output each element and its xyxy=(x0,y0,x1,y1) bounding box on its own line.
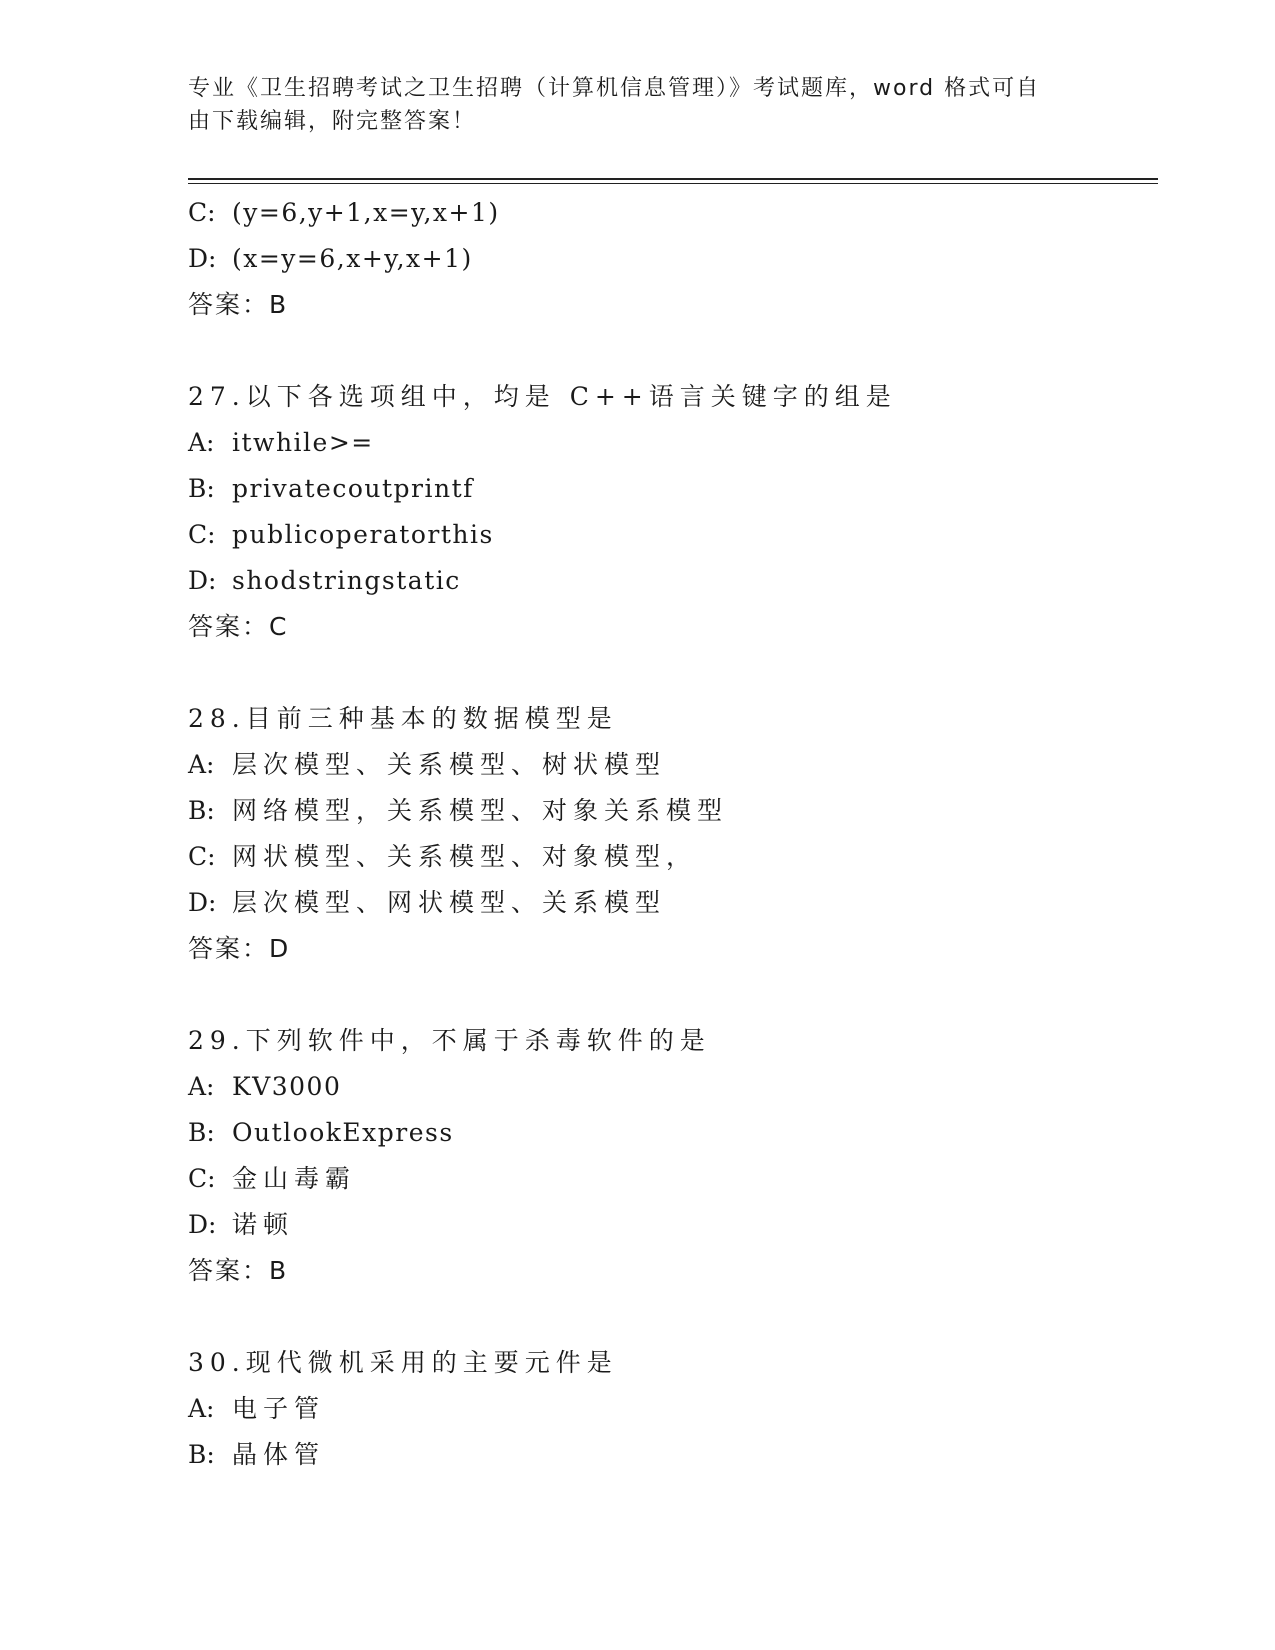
header-line-1: 专业《卫生招聘考试之卫生招聘（计算机信息管理）》考试题库，word 格式可自 xyxy=(188,76,1041,101)
option-d xyxy=(188,236,1148,282)
option-text: publicoperatorthis xyxy=(232,520,494,549)
answer-line: 答案：B xyxy=(188,1256,289,1285)
question-block-29 xyxy=(188,1018,1148,1294)
option-key: B: xyxy=(188,1440,215,1469)
option-text: shodstringstatic xyxy=(232,566,461,595)
document-header xyxy=(188,72,1088,138)
option-key: D: xyxy=(188,566,217,595)
answer-line: 答案：D xyxy=(188,934,291,963)
option-text: (x=y=6,x+y,x+1) xyxy=(232,244,473,273)
question-title: 30.现代微机采用的主要元件是 xyxy=(188,1348,618,1377)
option-key: A: xyxy=(188,428,215,457)
question-list xyxy=(188,190,1148,1478)
question-title: 28.目前三种基本的数据模型是 xyxy=(188,704,618,733)
spacer xyxy=(188,972,1148,1018)
option-key: A: xyxy=(188,750,215,779)
option-b xyxy=(188,466,1148,512)
option-key: D: xyxy=(188,1210,217,1239)
option-c xyxy=(188,834,1148,880)
option-text: privatecoutprintf xyxy=(232,474,474,503)
option-d xyxy=(188,558,1148,604)
option-b xyxy=(188,1432,1148,1478)
option-key: C: xyxy=(188,1164,216,1193)
option-key: D: xyxy=(188,888,217,917)
option-a xyxy=(188,1064,1148,1110)
spacer xyxy=(188,650,1148,696)
option-b xyxy=(188,788,1148,834)
option-text: (y=6,y+1,x=y,x+1) xyxy=(232,198,500,227)
option-key: C: xyxy=(188,842,216,871)
option-c xyxy=(188,1156,1148,1202)
option-text: 层次模型、网状模型、关系模型 xyxy=(232,888,667,917)
option-text: 诺顿 xyxy=(232,1210,295,1239)
option-text: KV3000 xyxy=(232,1072,342,1101)
option-key: B: xyxy=(188,474,215,503)
option-text: 金山毒霸 xyxy=(232,1164,357,1193)
question-block-30 xyxy=(188,1340,1148,1478)
option-a xyxy=(188,742,1148,788)
option-c xyxy=(188,190,1148,236)
option-key: B: xyxy=(188,1118,215,1147)
option-text: 晶体管 xyxy=(232,1440,326,1469)
spacer xyxy=(188,1294,1148,1340)
question-block-28 xyxy=(188,696,1148,972)
option-key: B: xyxy=(188,796,215,825)
question-block-26 xyxy=(188,190,1148,328)
question-block-27 xyxy=(188,374,1148,650)
option-text: 电子管 xyxy=(232,1394,326,1423)
option-b xyxy=(188,1110,1148,1156)
option-d xyxy=(188,880,1148,926)
header-divider-thin xyxy=(188,183,1158,184)
option-key: D: xyxy=(188,244,217,273)
option-c xyxy=(188,512,1148,558)
option-text: 网络模型，关系模型、对象关系模型 xyxy=(232,796,729,825)
header-line-2: 由下载编辑，附完整答案！ xyxy=(188,109,477,134)
header-divider-thick xyxy=(188,178,1158,180)
answer-line: 答案：B xyxy=(188,290,289,319)
spacer xyxy=(188,328,1148,374)
option-key: A: xyxy=(188,1072,215,1101)
question-title: 29.下列软件中，不属于杀毒软件的是 xyxy=(188,1026,711,1055)
option-text: OutlookExpress xyxy=(232,1118,454,1147)
question-title: 27.以下各选项组中，均是 C++语言关键字的组是 xyxy=(188,382,897,411)
option-text: 层次模型、关系模型、树状模型 xyxy=(232,750,667,779)
option-text: 网状模型、关系模型、对象模型， xyxy=(232,842,698,871)
option-key: C: xyxy=(188,198,216,227)
option-a xyxy=(188,420,1148,466)
option-key: A: xyxy=(188,1394,215,1423)
option-d xyxy=(188,1202,1148,1248)
option-a xyxy=(188,1386,1148,1432)
answer-line: 答案：C xyxy=(188,612,289,641)
option-key: C: xyxy=(188,520,216,549)
option-text: itwhile>= xyxy=(232,428,374,457)
